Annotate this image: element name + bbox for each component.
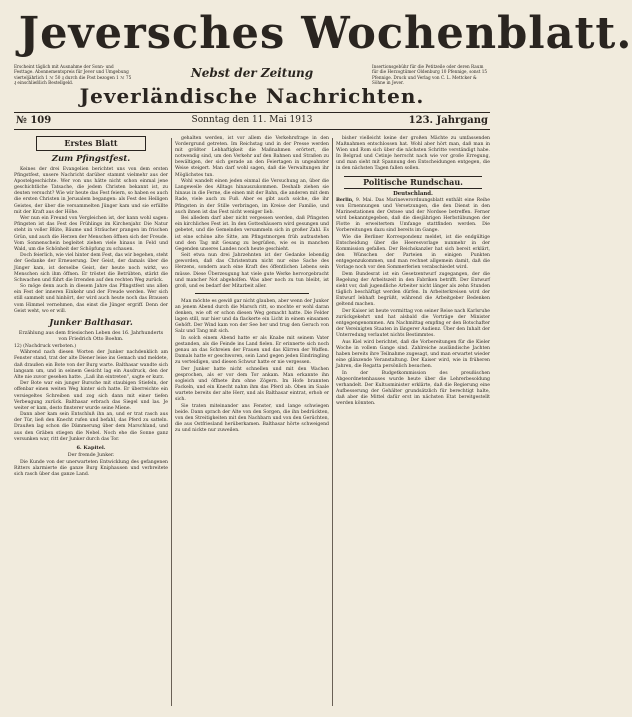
article-paragraph: Bei alledem darf aber nicht vergessen werden, daß Pfingsten ein kirchliches Fest ist. In den Gotteshäusern wird gesungen und gebetet, und die Gemeinden versammeln sich in großer Zahl. Es ist eine schöne alte Sitte, am Pfingstmorgen früh aufzustehen und den Tag mit Gesang zu begrüßen, wie es in manchen Gegenden unseres Landes noch heute geschieht.: [175, 216, 329, 252]
article-paragraph: Wohl wandelt einen jeden einmal die Versuchung an, über die Langeweile des Alltags hinauszukommen. Deshalb ziehen sie hinaus in die Ferne, die einen mit der Bahn, die anderen mit dem Rade, viele auch zu Fuß. Aber es gibt auch solche, die ihr Pfingsten in der Stille verbringen, im Kreise der Familie, und auch ihnen ist das Fest nicht weniger lieb.: [175, 179, 329, 215]
article-paragraph: gehalten werden, ist vor allem die Verkehrsfrage in den Vordergrund getreten. Im Reichstag und in der Presse werden mit größter Lebhaftigkeit die Maßnahmen erörtert, die notwendig sind, um den Verkehr auf den Bahnen und Straßen zu bewältigen, der sich gerade an den Feiertagen in ungeahnter Weise steigert. Man darf wohl sagen, daß die Verwaltungen ihr Möglichstes tun.: [175, 136, 329, 178]
story-paragraph: Der Junker hatte nicht schnellen und mit den Wachen gesprochen, als er vor dem Tor ankam. Man erkannte ihn sogleich und öffnete ihm ohne Zögern. Im Hofe brannten Fackeln, und ein Knecht nahm ihm das Pferd ab. Oben im Saale wartete bereits der alte Herr, und als Balthasar eintrat, erhob er sich.: [175, 366, 329, 403]
article-paragraph: Doch feierlich, wie viel hinter dem Fest, das wir begehen, steht der Gedanke der Erneuerung. Der Geist, der damals über die Jünger kam, ist derselbe Geist, der heute noch wirkt, wo Menschen sich ihm öffnen. Er tröstet die Betrübten, stärkt die Schwachen und führt die Irrenden auf den rechten Weg zurück.: [14, 253, 168, 283]
dateline-place: Berlin,: [336, 197, 354, 203]
story-paragraph: In solch einem Abend hatte er als Knabe mit seinem Vater gestanden, als die Feinde ins Land fielen. Er erinnerte sich noch genau an das Schreien der Frauen und das Klirren der Waffen. Damals hatte er geschworen, sein Land gegen jeden Eindringling zu verteidigen, und diesen Schwur hatte er nie vergessen.: [175, 335, 329, 366]
news-paragraph: Aus Kiel wird berichtet, daß die Vorbereitungen für die Kieler Woche in vollem Gange sind. Zahlreiche ausländische Jachten haben bereits ihre Teilnahme zugesagt, und man erwartet wieder eine glänzende Veranstaltung. Der Kaiser wird, wie in früheren Jahren, die Regatta persönlich besuchen.: [336, 339, 490, 370]
column-2: [175, 136, 329, 708]
column-3: [336, 136, 490, 708]
insertion-note: Insertionsgebühr für die Petitzeile oder deren Raum für die Herzogtümer Oldenburg 10 Pfennige, sonst 15 Pfennige. Druck und Verlag von C. L. Mettcker & Söhne in Jever.: [372, 64, 488, 86]
column-rule: [171, 138, 172, 706]
issue-year: 123. Jahrgang: [408, 115, 488, 126]
subscription-note: Erscheint täglich mit Ausnahme der Sonn- und Festtage. Abonnementspreis für Jever und Umgebung vierteljährlich 1 ℳ 50 ₰ durch die Post bezogen 1 ℳ 75 ₰ einschließlich Bestellgeld.: [14, 64, 132, 86]
story-paragraph: Die Kunde von der unerwarteten Entwicklung des gefangenen Ritters alarmierte die ganze Burg Kniphausen und verbreitete sich rasch über das ganze Land.: [14, 459, 168, 478]
dateline-paragraph: [336, 198, 490, 235]
columns: [14, 136, 490, 708]
reprint-note: (Nachdruck verboten.): [23, 343, 77, 349]
column-rule: [332, 138, 333, 706]
news-paragraph: Der Kaiser ist heute vormittag von seiner Reise nach Karlsruhe zurückgekehrt und hat alsbald die Vorträge der Minister entgegengenommen. Am Nachmittag empfing er den Botschafter der Vereinigten Staaten in längerer Audienz. Über den Inhalt der Unterredung verlautet nichts Bestimmtes.: [336, 308, 490, 339]
installment-number-text: 12): [14, 343, 22, 349]
masthead-supplement: Nebst der Zeitung: [190, 66, 314, 80]
masthead-subrow: [14, 62, 490, 88]
story-paragraph: Während nach diesen Worten der Junker nachdenklich am Fenster stand, trat der alte Diener leise ins Gemach und meldete, daß draußen ein Bote von der Burg warte. Balthasar wandte sich langsam um, und in seinem Gesicht lag ein Ausdruck, den der Alte nie zuvor gesehen hatte. „Laß ihn eintreten“, sagte er kurz.: [14, 350, 168, 380]
article-paragraph: So möge denn auch in diesem Jahre das Pfingstfest uns allen ein Fest der inneren Einkehr und der Freude werden. Wer sich still sammelt und hinhört, der wird auch heute noch das Brausen vom Himmel vernehmen, das einst die Jünger ergriff. Denn der Geist weht, wo er will.: [14, 284, 168, 314]
issue-number: № 109: [16, 115, 52, 126]
dateline-date: 9. Mai.: [355, 197, 373, 203]
story-paragraph: Der Bote war ein junger Bursche mit staubigen Stiefeln, der offenbar einen weiten Weg hinter sich hatte. Er überreichte ein versiegeltes Schreiben und zog sich dann mit einer tiefen Verbeugung zurück. Balthasar erbrach das Siegel und las. Je weiter er kam, desto finsterer wurde seine Miene.: [14, 381, 168, 411]
article-paragraph: Wer nun ein Freund von Vergleichen ist, der kann wohl sagen: Pfingsten ist das Fest des Frühlings im Kirchenjahr. Die Natur steht in voller Blüte, Bäume und Sträucher prangen im frischen Grün, und auch die Herzen der Menschen öffnen sich der Freude. Vom Sonnenschein begleitet ziehen viele hinaus in Feld und Wald, um die Schönheit der Schöpfung zu schauen.: [14, 216, 168, 252]
article-paragraph: Seit etwa nun drei Jahrzehnten ist der Gedanke lebendig geworden, daß das Christentum nicht nur eine Sache des Herzens, sondern auch eine Kraft des öffentlichen Lebens sein müsse. Diese Überzeugung hat viele gute Werke hervorgebracht und mancher Not abgeholfen. Was aber noch zu tun bleibt, ist groß, und es bedarf der Mitarbeit aller.: [175, 253, 329, 289]
story-paragraph: Man möchte es gewiß gar nicht glauben, aber wenn der Junker an jenem Abend durch die Marsch ritt, so mochte er wohl daran denken, wie oft er schon diesen Weg gemacht hatte. Die Felder lagen still, nur hier und da flackerte ein Licht in einem einsamen Gehöft. Der Wind kam von der See her und trug den Geruch von Salz und Tang mit sich.: [175, 298, 329, 335]
section-box-heading: Erstes Blatt: [36, 136, 146, 151]
dateline-text: Das Marineverordnungsblatt enthält eine Reihe von Ernennungen und Versetzungen, die den Dienst in den Marinestationen der Ostsee und der Nordsee betreffen. Ferner wird bekanntgegeben, daß die diesjährigen Herbstübungen der Flotte in erweitertem Umfange stattfinden werden. Die Vorbereitungen dazu sind bereits im Gange.: [336, 197, 490, 234]
news-paragraph: In der Budgetkommission des preußischen Abgeordnetenhauses wurde heute über die Lehrerbesoldung verhandelt. Der Kultusminister erklärte, daß die Regierung eine Aufbesserung der Gehälter grundsätzlich für berechtigt halte, daß aber die Mittel dafür erst im nächsten Etat bereitgestellt werden könnten.: [336, 370, 490, 407]
column-1: [14, 136, 168, 708]
story-paragraph: Dann aber kam sein Entschluß ihn an, und er trat rasch aus der Tür, ließ den Knecht rufen und befahl, das Pferd zu satteln. Draußen lag schon die Dämmerung über dem Marschland, und aus den Gräben stiegen die Nebel. Noch ehe die Sonne ganz versunken war, ritt der Junker durch das Tor.: [14, 412, 168, 442]
article-paragraph: Keines der drei Evangelien berichtet uns von dem ersten Pfingstfest, unsere Nachricht darüber stammt vielmehr aus der Apostelgeschichte. Wer von uns hätte nicht schon einmal jene geschichtliche Tatsache, die jedem Christen bekannt ist, zu deuten versucht? Wie wir heute das Fest feiern, so haben es auch die ersten Christen in Jerusalem begangen: als Fest des Heiligen Geistes, der über die versammelten Jünger kam und sie erfüllte mit der Kraft aus der Höhe.: [14, 167, 168, 215]
issue-bar: [14, 112, 490, 130]
politics-subheading: Deutschland.: [393, 190, 433, 197]
section-divider: [195, 293, 309, 296]
article-heading-junker: Junker Balthasar.: [49, 317, 133, 328]
chapter-heading: 6. Kapitel.: [76, 444, 106, 451]
installment-number: [14, 344, 168, 350]
news-paragraph: Dem Bundesrat ist ein Gesetzentwurf zugegangen, der die Regelung der Arbeitszeit in den Fabriken betrifft. Der Entwurf sieht vor, daß jugendliche Arbeiter nicht länger als zehn Stunden täglich beschäftigt werden dürfen. In Arbeiterkreisen wird der Entwurf lebhaft begrüßt, während die Arbeitgeber Bedenken geltend machen.: [336, 271, 490, 308]
news-paragraph: Wie die Berliner Korrespondenz meldet, ist die endgültige Entscheidung über die Heeresvorlage nunmehr in der Kommission gefallen. Der Reichskanzler hat sich bereit erklärt, den Wünschen der Parteien in einigen Punkten entgegenzukommen, und man rechnet allgemein damit, daß die Vorlage noch vor den Sommerferien verabschiedet wird.: [336, 234, 490, 271]
chapter-title: Der fremde Junker.: [67, 452, 115, 458]
issue-date: Sonntag den 11. Mai 1913: [191, 115, 313, 125]
article-heading-pfingstfest: Zum Pfingstfest.: [51, 154, 131, 164]
newspaper-page: [14, 8, 632, 708]
story-subheading: Erzählung aus dem friesischen Leben des 16. Jahrhunderts von Friedrich Otto Boehm.: [18, 330, 164, 342]
masthead-subtitle: Jeverländische Nachrichten.: [79, 84, 425, 108]
masthead-title: Jeversches Wochenblatt.: [18, 8, 632, 59]
politics-heading: Politische Rundschau.: [344, 176, 482, 189]
story-paragraph: Sie traten miteinander ans Fenster, und lange schwiegen beide. Dann sprach der Alte von den Sorgen, die ihn bedrückten, von den Streitigkeiten mit den Nachbarn und von den Gerüchten, die aus Ostfriesland herüberkamen. Balthasar hörte schweigend zu und nickte nur zuweilen.: [175, 403, 329, 434]
article-paragraph: bisher vielleicht keine der großen Mächte zu umfassenden Maßnahmen entschlossen hat. Wohl aber hört man, daß man in Wien und Rom sich über die nächsten Schritte verständigt habe. In Belgrad und Cetinje herrscht nach wie vor große Erregung, und man sieht mit Spannung den Entscheidungen entgegen, die in den nächsten Tagen fallen sollen.: [336, 136, 490, 172]
